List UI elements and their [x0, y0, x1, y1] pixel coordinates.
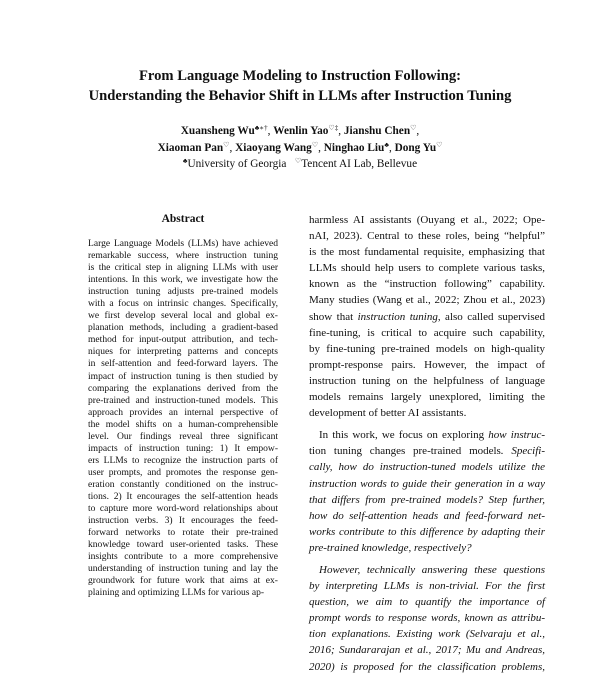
abstract-line: knowledge toward user-oriented tasks. These [88, 539, 278, 551]
body-line: pre-trained knowledge, respectively? [309, 541, 472, 554]
author-name: Dong Yu [394, 141, 437, 154]
author-name: Wenlin Yao [273, 125, 329, 137]
abstract-line: impact of instruction tuning is then studied by [88, 370, 278, 382]
author-marks: ♡‡ [328, 124, 339, 132]
author-name: Xuansheng Wu [180, 125, 255, 137]
body-line: how do self-attention heads and feed-forward net- [309, 509, 545, 522]
author-separator: , [267, 125, 274, 137]
abstract-line: remarkable success, where instruction tuning [88, 250, 278, 262]
body-right-column [309, 212, 545, 675]
abstract-line: is the critical step in aligning LLMs with user [88, 262, 278, 274]
author-separator: , [338, 125, 344, 137]
author-marks: ♡ [223, 140, 230, 149]
author-marks: ♣ [384, 140, 389, 149]
body-line: prompt words to response words, known as attribu- [309, 612, 545, 625]
abstract-line: instruction tuning adjusts pre-trained models [88, 286, 278, 298]
body-line: by interpreting LLMs is non-trivial. For the first [309, 580, 545, 593]
author-marks: ♡ [410, 124, 417, 132]
body-line: prompt-response pairs. However, the impact of [309, 358, 545, 371]
affiliation-name: Tencent AI Lab, Bellevue [301, 158, 418, 170]
abstract-line: Large Language Models (LLMs) have achieved [88, 238, 278, 249]
abstract-line: ers LLMs to recognize the instruction parts of [88, 454, 278, 466]
abstract-line: user prompts, and promotes the response gen- [88, 466, 278, 478]
affiliation-mark: ♣ [182, 157, 188, 165]
abstract-line: eration constantly conditioned on the instruc- [88, 478, 278, 490]
author-name: Xiaoyang Wang [235, 141, 312, 154]
title-line-2: Understanding the Behavior Shift in LLMs after Instruction Tuning [88, 88, 512, 104]
author-separator: , [388, 141, 395, 154]
abstract-body [88, 238, 278, 599]
affiliation-mark: ♡ [294, 157, 302, 165]
body-line: 2016; Sundararajan et al., 2017; Mu and Andreas, [309, 644, 545, 657]
affiliation-name: University of Georgia [187, 158, 287, 170]
body-line: instruction tuning on the helpfulness of language [309, 374, 545, 387]
abstract-line: tions. 2) It encourages the self-attention heads [88, 490, 278, 502]
paper-title [0, 66, 600, 106]
abstract-line: insights contribute to a more comprehensive [88, 551, 278, 563]
body-line: that differs from pre-trained models? Step further, [309, 493, 545, 506]
abstract-line: impacts of instruction tuning: 1) It empow- [88, 442, 278, 454]
body-line: 2020) is proposed for the classification problems, [309, 660, 545, 673]
body-line: harmless AI assistants (Ouyang et al., 2022; Ope- [309, 214, 545, 226]
body-line: In this work, we focus on exploring how instruc- [319, 429, 545, 442]
abstract-line: the model shifts on a human-comprehensible [88, 418, 278, 430]
abstract-line: planation methods, including a gradient-based [88, 322, 278, 334]
author-line-1 [0, 123, 600, 140]
body-line: instruction words to guide their generation in a way [309, 477, 545, 490]
body-line: nAI, 2023). Central to these roles, being “helpful” [309, 230, 545, 243]
abstract-line: groundwork for future work that aims at ex- [88, 575, 278, 587]
abstract-line: comparing the explanations derived from the [88, 382, 278, 394]
abstract-line: intentions. In this work, we investigate how the [88, 274, 278, 286]
author-block [0, 123, 600, 173]
abstract-line: in self-attention and feed-forward layers. The [88, 358, 278, 370]
body-line: fine-tuning, is critical to acquire such capability, [309, 326, 545, 339]
abstract-line: forward networks to rotate their pre-trained [88, 527, 278, 539]
body-line: LLMs should help users to complete various tasks, [309, 262, 545, 275]
body-line: models remains largely unexplored, limiting the [309, 391, 545, 404]
affiliation-line [0, 156, 600, 173]
body-line: Many studies (Wang et al., 2022; Zhou et al., 2023) [309, 294, 545, 307]
body-line: tion explanations. Existing work (Selvaraju et al., [309, 628, 545, 641]
body-line: works contribute to this difference by adapting their [309, 525, 545, 538]
author-name: Jianshu Chen [343, 125, 411, 137]
abstract-line: method for input-output attribution, and tech- [88, 334, 278, 346]
body-line: cally, how do instruction-tuned models utilize the [309, 461, 545, 474]
abstract-line: pre-trained and instruction-tuned models. This [88, 394, 278, 406]
body-line: is the most fundamental requisite, emphasizing that [309, 246, 545, 259]
author-marks: ♡ [311, 140, 319, 149]
abstract-line: level. Our findings reveal three significant [88, 430, 278, 442]
abstract-line: we first develop several local and global ex- [88, 310, 278, 322]
body-line: known as the “instruction following” capability. [309, 278, 545, 291]
abstract-line: understanding of instruction tuning and lay the [88, 563, 278, 575]
body-line: However, technically answering these questions [319, 563, 545, 576]
author-separator: , [229, 141, 236, 154]
author-separator: , [416, 125, 420, 137]
author-line-2 [0, 140, 600, 157]
body-line: tion tuning changes pre-trained models. Specifi- [309, 445, 545, 458]
title-line-1: From Language Modeling to Instruction Following: [138, 68, 462, 84]
abstract-line: to capture more word-word relationships about [88, 503, 278, 515]
author-separator: , [318, 141, 324, 154]
abstract-line: plaining and optimizing LLMs for various ap- [88, 587, 265, 599]
body-line: show that instruction tuning, also called supervised [309, 310, 545, 323]
abstract-line: with a focus on intrinsic changes. Specifically, [88, 298, 278, 310]
author-name: Ninghao Liu [323, 141, 385, 154]
author-marks: ♣∗† [254, 124, 268, 132]
body-line: by fine-tuning pre-trained models on high-quality [309, 342, 545, 355]
body-line: question, we aim to quantify the importance of [309, 596, 545, 609]
body-line: development of better AI assistants. [309, 407, 467, 420]
author-name: Xiaoman Pan [157, 141, 224, 154]
abstract-heading: Abstract [161, 213, 205, 225]
abstract-line: instruction verbs. 3) It encourages the feed- [88, 515, 278, 527]
abstract-line: niques for interpreting patterns and concepts [88, 346, 278, 358]
author-marks: ♡ [436, 140, 443, 149]
abstract-line: approach provides an internal perspective of [88, 406, 278, 418]
